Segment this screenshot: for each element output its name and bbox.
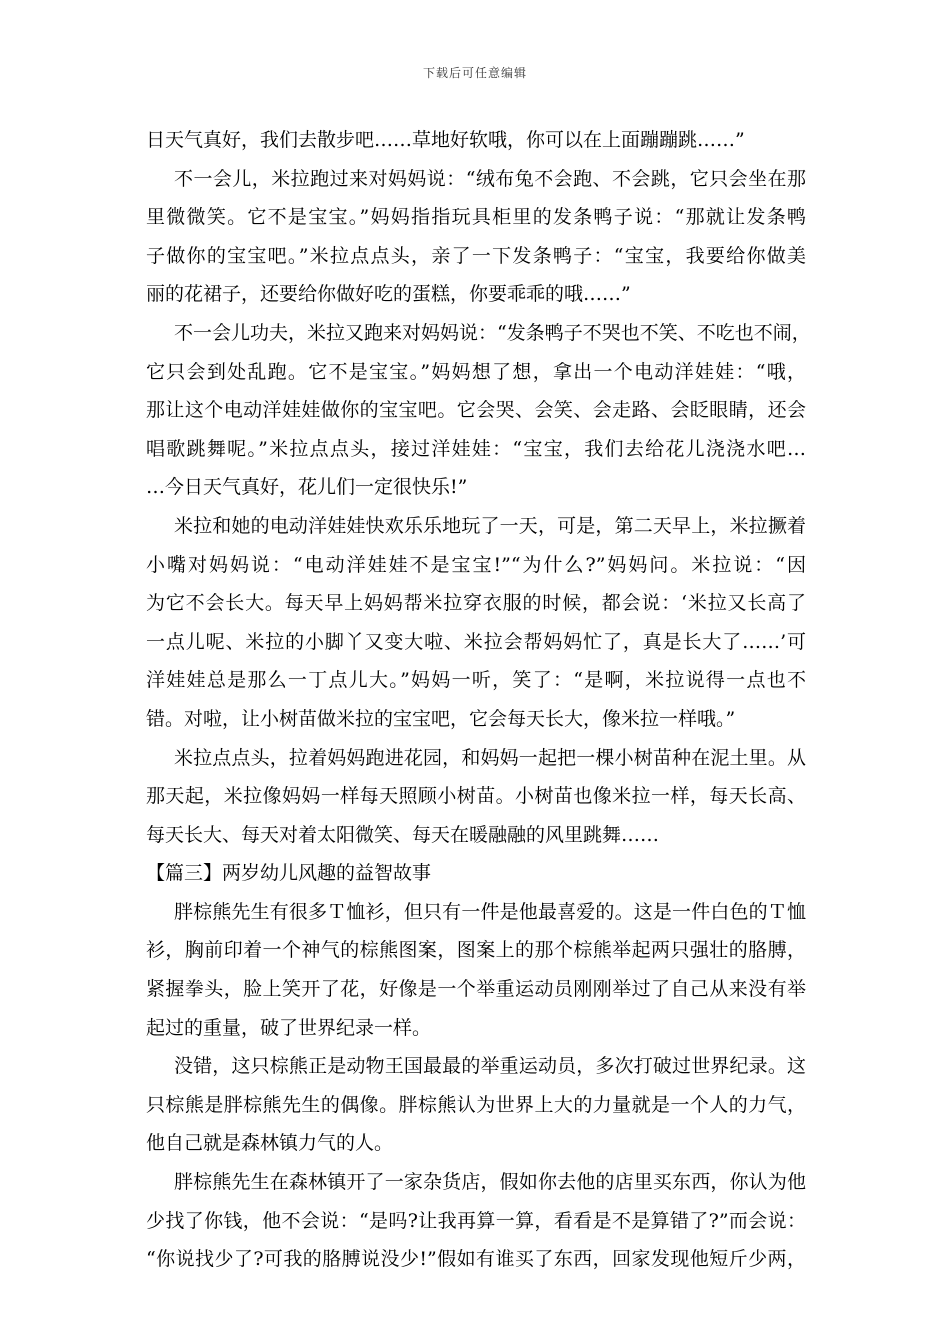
text-line: 一点儿呢、米拉的小脚丫又变大啦、米拉会帮妈妈忙了，真是长大了……’可: [146, 630, 806, 653]
text-line: 错。对啦，让小树苗做米拉的宝宝吧，它会每天长大，像米拉一样哦。”: [146, 707, 736, 730]
text-line: 起过的重量，破了世界纪录一样。: [146, 1016, 432, 1039]
text-line: …今日天气真好，花儿们一定很快乐!”: [146, 476, 468, 499]
text-line: 只棕熊是胖棕熊先生的偶像。胖棕熊认为世界上大的力量就是一个人的力气，: [146, 1093, 806, 1116]
text-line: 小嘴对妈妈说：“电动洋娃娃不是宝宝!”“为什么?”妈妈问。米拉说：“因: [146, 553, 806, 576]
text-line: 没错，这只棕熊正是动物王国最最的举重运动员，多次打破过世界纪录。这: [174, 1055, 806, 1078]
page-header: 下载后可任意编辑: [422, 66, 527, 80]
text-line: 日天气真好，我们去散步吧……草地好软哦，你可以在上面蹦蹦跳……”: [146, 129, 745, 151]
section-heading: 【篇三】两岁幼儿风趣的益智故事: [146, 862, 432, 885]
text-line: 不一会儿功夫，米拉又跑来对妈妈说：“发条鸭子不哭也不笑、不吃也不闹，: [174, 321, 811, 344]
text-line: 紧握拳头，脸上笑开了花，好像是一个举重运动员刚刚举过了自己从来没有举: [146, 978, 806, 1001]
text-line: 不一会儿，米拉跑过来对妈妈说：“绒布兔不会跑、不会跳，它只会坐在那: [174, 167, 806, 190]
text-line: 丽的花裙子，还要给你做好吃的蛋糕，你要乖乖的哦……”: [146, 283, 631, 306]
text-line: 胖棕熊先生有很多Ｔ恤衫，但只有一件是他最喜爱的。这是一件白色的Ｔ恤: [174, 900, 806, 923]
text-line: 洋娃娃总是那么一丁点儿大。”妈妈一听，笑了：“是啊，米拉说得一点也不: [146, 669, 806, 692]
text-line: 胖棕熊先生在森林镇开了一家杂货店，假如你去他的店里买东西，你认为他: [174, 1171, 806, 1194]
text-line: 里微微笑。它不是宝宝。”妈妈指指玩具柜里的发条鸭子说：“那就让发条鸭: [146, 206, 806, 229]
text-line: 米拉和她的电动洋娃娃快欢乐乐地玩了一天，可是，第二天早上，米拉撅着: [174, 514, 806, 537]
text-line: 子做你的宝宝吧。”米拉点点头，亲了一下发条鸭子：“宝宝，我要给你做美: [146, 244, 806, 267]
text-line: “你说找少了?可我的胳膊说没少!”假如有谁买了东西，回家发现他短斤少两，: [146, 1248, 806, 1271]
text-line: 它只会到处乱跑。它不是宝宝。”妈妈想了想，拿出一个电动洋娃娃：“哦，: [146, 360, 806, 383]
text-line: 那天起，米拉像妈妈一样每天照顾小树苗。小树苗也像米拉一样，每天长高、: [146, 785, 806, 808]
text-line: 他自己就是森林镇力气的人。: [146, 1132, 394, 1155]
text-line: 那让这个电动洋娃娃做你的宝宝吧。它会哭、会笑、会走路、会眨眼睛，还会: [146, 399, 806, 422]
text-line: 衫，胸前印着一个神气的棕熊图案，图案上的那个棕熊举起两只强壮的胳膊，: [146, 939, 806, 962]
text-line: 为它不会长大。每天早上妈妈帮米拉穿衣服的时候，都会说：‘米拉又长高了: [146, 592, 806, 615]
text-line: 米拉点点头，拉着妈妈跑进花园，和妈妈一起把一棵小树苗种在泥土里。从: [174, 746, 806, 769]
text-line: 少找了你钱，他不会说：“是吗?让我再算一算，看看是不是算错了?”而会说：: [146, 1209, 806, 1232]
text-line: 每天长大、每天对着太阳微笑、每天在暖融融的风里跳舞……: [146, 823, 660, 846]
document-body: [146, 121, 811, 1279]
text-line: 唱歌跳舞呢。”米拉点点头，接过洋娃娃：“宝宝，我们去给花儿浇浇水吧…: [146, 437, 806, 460]
